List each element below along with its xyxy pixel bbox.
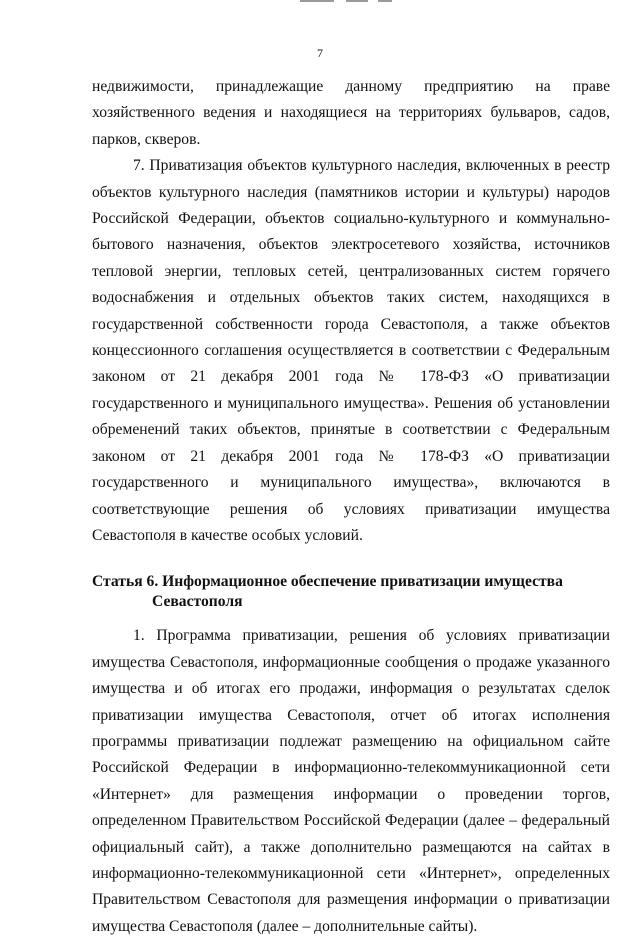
paragraph-article-6-item-1: 1. Программа приватизации, решения об условиях приватизации имущества Севастополя, информационные сообщения о продаже указанного имущества и об итогах его продажи, информация о результатах сделок приватизации имущества Севастополя, отчет об итогах исполнения программы приватизации подлежат размещению на официальном сайте Российской Федерации в информационно-телекоммуникационной сети «Интернет» для размещения информации о проведении торгов, определенном Правительством Российской Федерации (далее – федеральный официальный сайт), а также дополнительно размещаются на сайтах в информационно-телекоммуникационной сети «Интернет», определенных Правительством Севастополя для размещения информации о приватизации имущества Севастополя (далее – дополнительные сайты). [92, 627, 610, 935]
article-6-heading-line1: Статья 6. Информационное обеспечение приватизации имущества [92, 573, 563, 591]
page-number: 7 [317, 46, 323, 60]
continuation-paragraph: недвижимости, принадлежащие данному предприятию на праве хозяйственного ведения и находящиеся на территориях бульваров, садов, парков, скверов. [92, 78, 610, 148]
scan-edge-marks [0, 0, 640, 4]
document-body [92, 74, 610, 940]
article-6-heading-line2: Севастополя [152, 593, 243, 611]
article-6-heading [92, 572, 610, 612]
paragraph-item-7: 7. Приватизация объектов культурного наследия, включенных в реестр объектов культурного наследия (памятников истории и культуры) народов Российской Федерации, объектов социально-культурного и коммунально-бытового назначения, объектов электросетевого хозяйства, источников тепловой энергии, тепловых сетей, централизованных систем горячего водоснабжения и отдельных объектов таких систем, находящихся в государственной собственности города Севастополя, а также объектов концессионного соглашения осуществляется в соответствии с Федеральным законом от 21 декабря 2001 года № 178-ФЗ «О приватизации государственного и муниципального имущества». Решения об установлении обременений таких объектов, принятые в соответствии с Федеральным законом от 21 декабря 2001 года № 178-ФЗ «О приватизации государственного и муниципального имущества», включаются в соответствующие решения об условиях приватизации имущества Севастополя в качестве особых условий. [92, 157, 610, 544]
